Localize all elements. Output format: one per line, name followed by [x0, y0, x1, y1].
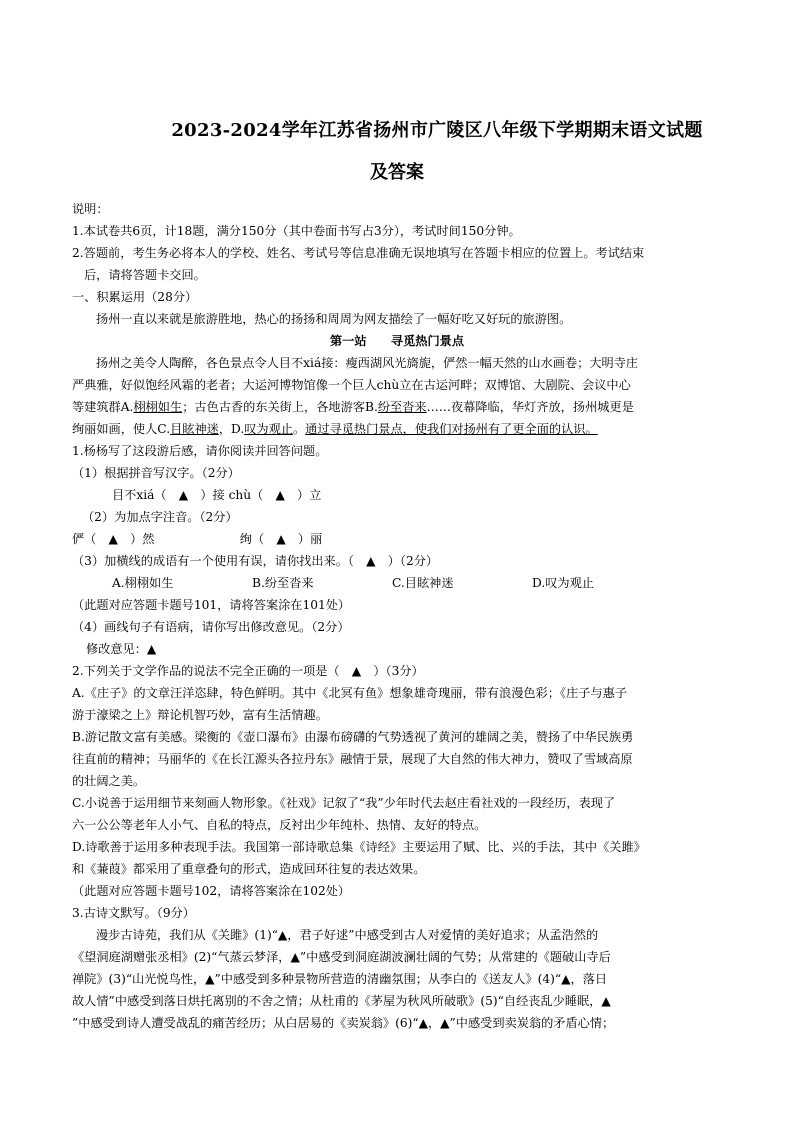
q2-option-c: C.小说善于运用细节来刻画人物形象。《社戏》记叙了“我”少年时代去赵庄看社戏的一段经历，表现了 — [72, 796, 616, 810]
option-b: B.纷至沓来 — [252, 576, 314, 590]
idiom-c: 目眩神迷 — [170, 422, 219, 436]
question-1-sub-4: （4）画线句子有语病，请你写出修改意见。（2分） — [72, 620, 350, 634]
idiom-d: 叹为观止 — [244, 422, 293, 436]
page-title: 2023-2024学年江苏省扬州市广陵区八年级下学期期末语文试题 — [171, 120, 703, 141]
option-c: C.目眩神迷 — [392, 576, 454, 590]
passage-line-3 — [72, 396, 722, 418]
q2-option-a: A.《庄子》的文章汪洋恣肆，特色鲜明。其中《北冥有鱼》想象雄奇瑰丽，带有浪漫色彩；《庄子与惠子 — [72, 686, 628, 700]
q2-option-b: B.游记散文富有美感。梁衡的《壶口瀑布》由瀑布磅礴的气势透视了黄河的雄阔之美，赞扬了中华民族勇 — [72, 730, 634, 744]
passage-text: ，D. — [218, 422, 245, 436]
question-2-stem: 2.下列关于文学作品的说法不完全正确的一项是（ ▲ ）（3分） — [72, 664, 424, 678]
q3-line-3: 禅院》(3)“山光悦鸟性，▲”中感受到多种景物所营造的清幽氛围；从李白的《送友人》(4)“▲，落日 — [72, 972, 608, 986]
page-title-line2: 及答案 — [370, 162, 424, 183]
answer-card-note: （此题对应答题卡题号102，请将答案涂在102处） — [72, 884, 351, 898]
q3-line-2: 《望洞庭湖赠张丞相》(2)“气蒸云梦泽，▲”中感受到洞庭湖波澜壮阔的气势；从常建的《题破山寺后 — [72, 950, 611, 964]
question-3-stem: 3.古诗文默写。（9分） — [72, 906, 195, 920]
section-lead: 扬州一直以来就是旅游胜地，热心的扬扬和周周为网友描绘了一幅好吃又好玩的旅游图。 — [96, 312, 572, 326]
idiom-b: 纷至沓来 — [377, 400, 427, 414]
q2-option-d: D.诗歌善于运用多种表现手法。我国第一部诗歌总集《诗经》主要运用了赋、比、兴的手法，其中《关雎》 — [72, 840, 646, 854]
q3-line-1: 漫步古诗苑，我们从《关雎》(1)“▲，君子好逑”中感受到古人对爱情的美好追求；从孟浩然的 — [96, 928, 599, 942]
q3-line-4: 故人情”中感受到落日烘托离别的不舍之情；从杜甫的《茅屋为秋风所破歌》(5)“自经丧乱少睡眠，▲ — [72, 994, 611, 1008]
question-1-sub-1: （1）根据拼音写汉字。（2分） — [72, 466, 240, 480]
instructions-heading: 说明： — [72, 202, 109, 216]
instruction-item-2: 2.答题前，考生务必将本人的学校、姓名、考试号等信息准确无误地填写在答题卡相应的位置上。考试结束 — [72, 246, 645, 260]
passage-text: 绚丽如画，使人C. — [72, 422, 171, 436]
question-1-sub-2: （2）为加点字注音。（2分） — [82, 510, 238, 524]
passage-line-4 — [72, 418, 722, 440]
answer-card-note: （此题对应答题卡题号101，请将答案涂在101处） — [72, 598, 351, 612]
instruction-item-1: 1.本试卷共6页，计18题，满分150分（其中卷面书写占3分），考试时间150分钟。 — [72, 224, 521, 238]
station-heading: 第一站 寻觅热门景点 — [329, 334, 465, 348]
q2-option-b-cont: 的壮阔之美。 — [72, 774, 146, 788]
underlined-sentence: 通过寻觅热门景点，使我们对扬州有了更全面的认识。 — [305, 422, 598, 436]
idiom-a: 栩栩如生 — [133, 400, 183, 414]
passage-line-2: 严典雅，好似饱经风霜的老者；大运河博物馆像一个巨人chù立在古运河畔；双博馆、大剧院、会议中心 — [72, 378, 631, 392]
passage-text: 。 — [292, 422, 306, 436]
q3-line-5: ”中感受到诗人遭受战乱的痛苦经历；从白居易的《卖炭翁》(6)“▲，▲”中感受到卖炭翁的矛盾心情； — [72, 1016, 615, 1030]
passage-text: 等建筑群A. — [72, 400, 134, 414]
answer-blank-line: 俨（ ▲ ）然 绚（ ▲ ）丽 — [72, 532, 323, 546]
question-1-stem: 1.杨杨写了这段游后感，请你阅读并回答问题。 — [72, 444, 328, 458]
passage-text: ；古色古香的东关街上，各地游客B. — [182, 400, 378, 414]
q2-option-c-cont: 六一公公等老年人小气、自私的特点，反衬出少年纯朴、热情、友好的特点。 — [72, 818, 487, 832]
document-body — [72, 198, 722, 1034]
option-list — [72, 572, 722, 594]
passage-line-1: 扬州之美令人陶醉，各色景点令人目不xiá接：瘦西湖风光旖旎，俨然一幅天然的山水画卷；大明寺庄 — [96, 356, 639, 370]
q2-option-a-cont: 游于濠梁之上》辩论机智巧妙，富有生活情趣。 — [72, 708, 328, 722]
question-1-sub-3: （3）加横线的成语有一个使用有误，请你找出来。（ ▲ ）（2分） — [72, 554, 439, 568]
option-d: D.叹为观止 — [532, 576, 594, 590]
q2-option-b-cont: 往直前的精神；马丽华的《在长江源头各拉丹东》融情于景，展现了大自然的伟大神力，赞叹了雪域高原 — [72, 752, 633, 766]
passage-text: ……夜幕降临，华灯齐放，扬州城更是 — [426, 400, 634, 414]
section-heading: 一、积累运用（28分） — [72, 290, 198, 304]
answer-blank-line: 目不xiá（ ▲ ）接 chù（ ▲ ）立 — [112, 488, 322, 502]
instruction-item-2-cont: 后，请将答题卡交回。 — [84, 268, 206, 282]
q2-option-d-cont: 和《蒹葭》都采用了重章叠句的形式，造成回环往复的表达效果。 — [72, 862, 426, 876]
option-a: A.栩栩如生 — [112, 576, 174, 590]
revision-answer-line: 修改意见：▲ — [86, 642, 157, 656]
